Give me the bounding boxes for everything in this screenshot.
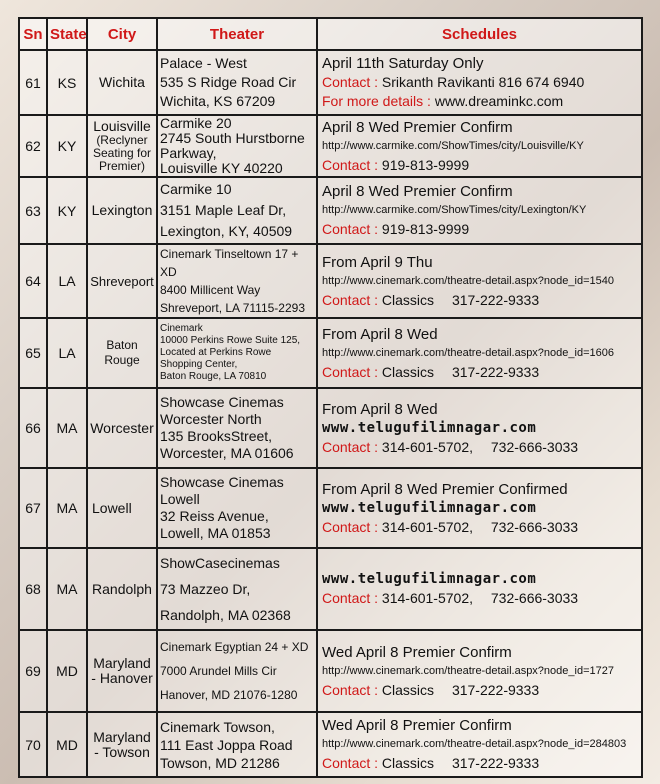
table-row: [19, 712, 642, 777]
header-city: City: [87, 18, 157, 50]
contact-label: Contact :: [322, 590, 379, 606]
row-city: [87, 630, 157, 712]
contact-phone: 317-222-9333: [451, 291, 540, 308]
schedule-url[interactable]: http://www.cinemark.com/theatre-detail.aspx?node_id=1540: [322, 274, 614, 287]
theater-line: Worcester North: [160, 411, 262, 427]
schedule-url[interactable]: http://www.cinemark.com/theatre-detail.aspx?node_id=1606: [322, 346, 614, 359]
theater-line: Carmike 10: [160, 181, 232, 197]
contact-line: [322, 681, 639, 700]
contact-label: Contact :: [322, 518, 379, 535]
contact-line: [322, 518, 639, 537]
header-row: [19, 18, 642, 50]
row-theater: [157, 50, 317, 115]
table-row: [19, 318, 642, 388]
city-note: (Reclyner Seating for Premier): [92, 133, 152, 173]
row-state: MA: [47, 548, 87, 630]
row-schedule: [317, 177, 642, 244]
contact-value: Classics: [381, 755, 435, 771]
row-sn: 70: [19, 712, 47, 777]
row-state: MA: [47, 388, 87, 468]
table-row: [19, 388, 642, 468]
row-state: LA: [47, 318, 87, 388]
schedule-website[interactable]: www.telugufilimnagar.com: [322, 499, 537, 516]
contact-value: 314-601-5702,: [381, 590, 473, 606]
row-theater: [157, 630, 317, 712]
contact-label: Contact :: [322, 221, 379, 237]
theater-line: Towson, MD 21286: [160, 754, 280, 771]
schedule-table: [18, 17, 643, 778]
schedule-url[interactable]: http://www.cinemark.com/theatre-detail.aspx?node_id=1727: [322, 664, 614, 677]
row-city: [87, 115, 157, 177]
schedule-url[interactable]: http://www.carmike.com/ShowTimes/city/Lexington/KY: [322, 204, 587, 216]
theater-line: 2745 South Hurstborne: [160, 130, 305, 146]
row-sn: 68: [19, 548, 47, 630]
contact-value: 919-813-9999: [381, 221, 470, 237]
header-schedules: Schedules: [317, 18, 642, 50]
contact-line: [322, 363, 639, 382]
row-state: KS: [47, 50, 87, 115]
theater-line: Cinemark Towson,: [160, 718, 275, 735]
row-city: Lowell: [87, 468, 157, 548]
more-value[interactable]: www.dreaminkc.com: [434, 93, 564, 109]
city-area: - Towson: [94, 743, 150, 760]
table-row: [19, 177, 642, 244]
city-name: Maryland: [93, 728, 151, 745]
more-details-line: [322, 92, 639, 111]
row-city: Wichita: [87, 50, 157, 115]
table-row: [19, 468, 642, 548]
row-schedule: [317, 50, 642, 115]
contact-phone: 732-666-3033: [490, 438, 579, 455]
contact-line: [322, 438, 639, 457]
theater-line: Parkway,: [160, 145, 217, 161]
row-state: LA: [47, 244, 87, 318]
contact-line: [322, 156, 639, 175]
row-schedule: [317, 468, 642, 548]
theater-line: 8400 Millicent Way: [160, 283, 261, 297]
city-name: Louisville: [93, 118, 151, 134]
table-row: [19, 50, 642, 115]
row-schedule: [317, 318, 642, 388]
contact-line: [322, 73, 639, 92]
row-sn: 63: [19, 177, 47, 244]
theater-line: Cinemark: [160, 323, 203, 334]
schedule-title: From April 8 Wed Premier Confirmed: [322, 480, 568, 498]
row-schedule: [317, 244, 642, 318]
theater-line: Worcester, MA 01606: [160, 445, 294, 461]
city-name: Maryland: [93, 655, 151, 671]
contact-value: 314-601-5702,: [381, 518, 473, 535]
row-theater: [157, 712, 317, 777]
row-city: Worcester: [87, 388, 157, 468]
row-state: KY: [47, 115, 87, 177]
contact-line: [322, 754, 639, 773]
contact-phone: 317-222-9333: [451, 363, 540, 380]
theater-line: Cinemark Tinseltown 17 + XD: [160, 247, 299, 279]
row-sn: 66: [19, 388, 47, 468]
row-schedule: [317, 712, 642, 777]
row-theater: [157, 318, 317, 388]
schedule-title: Wed April 8 Premier Confirm: [322, 643, 512, 661]
theater-line: 135 BrooksStreet,: [160, 428, 273, 444]
row-city: [87, 712, 157, 777]
row-state: KY: [47, 177, 87, 244]
row-city: Randolph: [87, 548, 157, 630]
schedule-title: From April 9 Thu: [322, 253, 433, 271]
contact-line: [322, 589, 639, 608]
contact-label: Contact :: [322, 363, 379, 380]
row-theater: [157, 244, 317, 318]
contact-line: [322, 220, 639, 239]
contact-value: 919-813-9999: [381, 156, 470, 173]
more-label: For more details :: [322, 93, 431, 109]
contact-label: Contact :: [322, 156, 379, 173]
contact-value: Classics: [381, 291, 435, 308]
theater-line: Showcase Cinemas: [160, 474, 284, 490]
row-state: MD: [47, 630, 87, 712]
row-schedule: [317, 630, 642, 712]
header-state: State: [47, 18, 87, 50]
row-theater: [157, 388, 317, 468]
theater-line: 535 S Ridge Road Cir: [160, 74, 297, 90]
table-row: [19, 115, 642, 177]
contact-value: Classics: [381, 363, 435, 380]
schedule-title: Wed April 8 Premier Confirm: [322, 717, 512, 734]
row-sn: 69: [19, 630, 47, 712]
theater-line: 32 Reiss Avenue,: [160, 508, 269, 524]
header-sn: Sn: [19, 18, 47, 50]
row-city: Lexington: [87, 177, 157, 244]
contact-value: Srikanth Ravikanti 816 674 6940: [381, 74, 585, 90]
schedule-title: April 8 Wed Premier Confirm: [322, 118, 513, 136]
row-theater: [157, 115, 317, 177]
row-state: MD: [47, 712, 87, 777]
theater-line: Lowell: [160, 491, 200, 507]
theater-line: Louisville KY 40220: [160, 160, 283, 176]
contact-label: Contact :: [322, 74, 379, 90]
theater-line: Shreveport, LA 71115-2293: [160, 301, 305, 315]
row-sn: 65: [19, 318, 47, 388]
theater-line: Carmike 20: [160, 115, 232, 131]
contact-label: Contact :: [322, 681, 379, 698]
theater-line: Baton Rouge, LA 70810: [160, 371, 267, 382]
theater-line: 10000 Perkins Rowe Suite 125,: [160, 335, 301, 346]
city-area: - Hanover: [91, 670, 153, 686]
contact-phone: 732-666-3033: [490, 518, 579, 535]
row-sn: 61: [19, 50, 47, 115]
row-theater: [157, 468, 317, 548]
row-theater: [157, 548, 317, 630]
schedule-url[interactable]: http://www.cinemark.com/theatre-detail.aspx?node_id=284803: [322, 738, 627, 750]
schedule-title: April 11th Saturday Only: [322, 55, 484, 72]
schedule-website[interactable]: www.telugufilimnagar.com: [322, 571, 537, 587]
theater-line: Lexington, KY, 40509: [160, 223, 293, 239]
theater-line: Cinemark Egyptian 24 + XD: [160, 640, 309, 654]
row-sn: 62: [19, 115, 47, 177]
theater-line: Showcase Cinemas: [160, 394, 284, 410]
schedule-title: From April 8 Wed: [322, 400, 438, 418]
theater-line: Wichita, KS 67209: [160, 93, 276, 109]
row-schedule: [317, 388, 642, 468]
theater-line: Hanover, MD 21076-1280: [160, 688, 298, 702]
schedule-url[interactable]: http://www.carmike.com/ShowTimes/city/Louisville/KY: [322, 139, 584, 152]
row-schedule: [317, 115, 642, 177]
schedule-website[interactable]: www.telugufilimnagar.com: [322, 419, 537, 436]
table-row: [19, 548, 642, 630]
contact-value: Classics: [381, 681, 435, 698]
row-schedule: [317, 548, 642, 630]
theater-line: ShowCasecinemas: [160, 555, 280, 571]
theater-line: Palace - West: [160, 55, 247, 71]
theater-line: Randolph, MA 02368: [160, 607, 291, 623]
theater-line: 111 East Joppa Road: [160, 736, 293, 753]
row-sn: 64: [19, 244, 47, 318]
theater-line: Lowell, MA 01853: [160, 525, 271, 541]
theater-line: 3151 Maple Leaf Dr,: [160, 202, 287, 218]
header-theater: Theater: [157, 18, 317, 50]
contact-label: Contact :: [322, 755, 379, 771]
contact-label: Contact :: [322, 438, 379, 455]
contact-phone: 317-222-9333: [451, 755, 540, 771]
theater-line: 7000 Arundel Mills Cir: [160, 664, 277, 678]
row-state: MA: [47, 468, 87, 548]
row-city: Baton Rouge: [87, 318, 157, 388]
theater-line: 73 Mazzeo Dr,: [160, 581, 251, 597]
schedule-title: April 8 Wed Premier Confirm: [322, 183, 513, 200]
row-theater: [157, 177, 317, 244]
table-row: [19, 630, 642, 712]
row-sn: 67: [19, 468, 47, 548]
contact-line: [322, 291, 639, 310]
contact-phone: 317-222-9333: [451, 681, 540, 698]
contact-label: Contact :: [322, 291, 379, 308]
contact-value: 314-601-5702,: [381, 438, 473, 455]
table-row: [19, 244, 642, 318]
theater-line: Located at Perkins Rowe Shopping Center,: [160, 347, 272, 370]
row-city: Shreveport: [87, 244, 157, 318]
schedule-title: From April 8 Wed: [322, 325, 438, 343]
contact-phone: 732-666-3033: [490, 590, 579, 606]
